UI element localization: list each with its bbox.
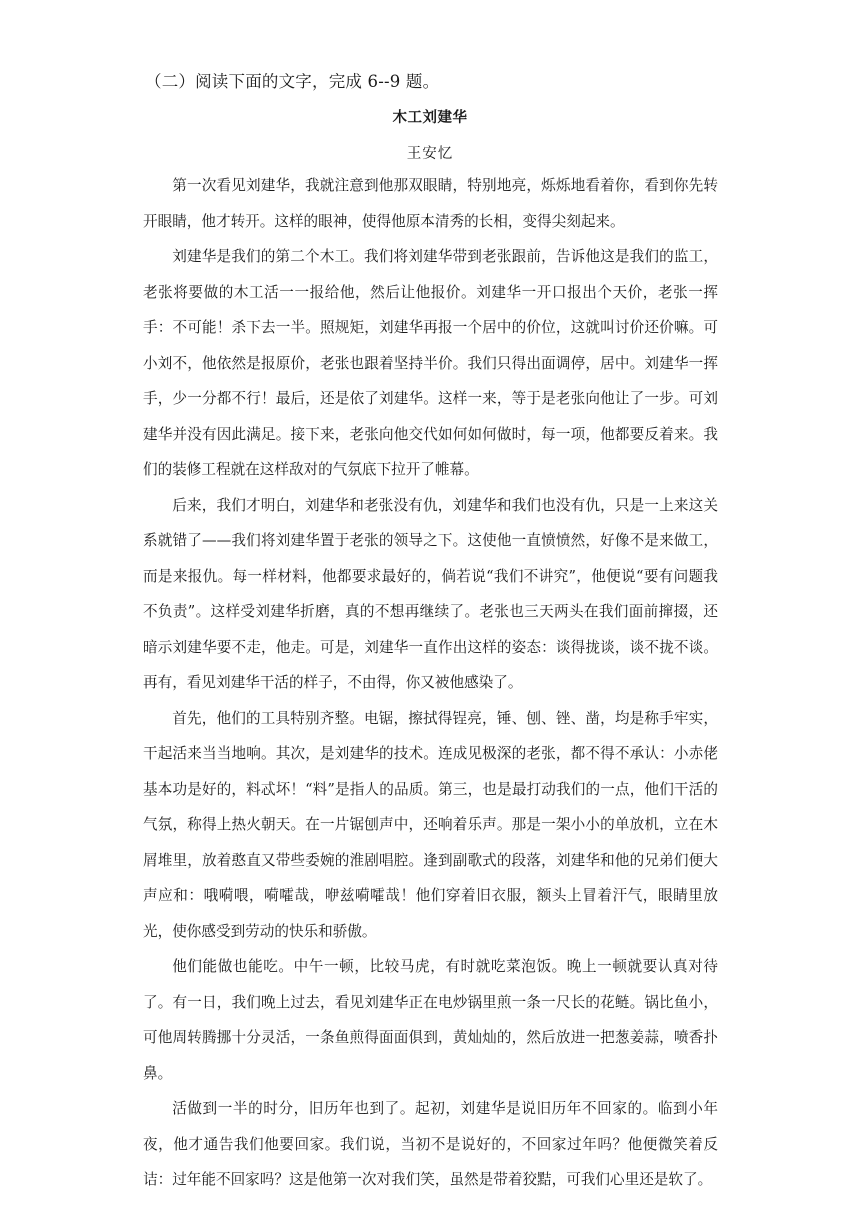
article-author: 王安忆: [406, 146, 454, 162]
section-heading: （二）阅读下面的文字，完成 6--9 题。: [145, 72, 440, 91]
article-title: 木工刘建华: [392, 110, 468, 126]
article-body: [143, 168, 718, 1198]
paragraph: 活做到一半的时分，旧历年也到了。起初，刘建华是说旧历年不回家的。临到小年夜，他才通告我们他要回家。我们说，当初不是说好的，不回家过年吗？他便微笑着反诘：过年能不回家吗？这是他第一次对我们笑，虽然是带着狡黠，可我们心里还是软了。: [143, 1100, 718, 1188]
paragraph: 第一次看见刘建华，我就注意到他那双眼睛，特别地亮，烁烁地看着你，看到你先转开眼睛，他才转开。这样的眼神，使得他原本清秀的长相，变得尖刻起来。: [143, 177, 718, 230]
paragraph: 首先，他们的工具特别齐整。电锯，擦拭得锃亮，锤、刨、锉、凿，均是称手牢实，干起活来当当地响。其次，是刘建华的技术。连成见极深的老张，都不得不承认：小赤佬基本功是好的，料忒坏！“料”是指人的品质。第三，也是最打动我们的一点，他们干活的气氛，称得上热火朝天。在一片锯刨声中，还响着乐声。那是一架小小的单放机，立在木屑堆里，放着憨直又带些委婉的淮剧唱腔。逢到副歌式的段落，刘建华和他的兄弟们便大声应和：哦嗬喂，嗬嚯哉，咿兹嗬嚯哉！他们穿着旧衣服，额头上冒着汗气，眼睛里放光，使你感受到劳动的快乐和骄傲。: [143, 709, 718, 940]
paragraph: 后来，我们才明白，刘建华和老张没有仇，刘建华和我们也没有仇，只是一上来这关系就错了——我们将刘建华置于老张的领导之下。这使他一直愤愤然，好像不是来做工，而是来报仇。每一样材料，他都要求最好的，倘若说“我们不讲究”，他便说“要有问题我不负责”。这样受刘建华折磨，真的不想再继续了。老张也三天两头在我们面前撺掇，还暗示刘建华要不走，他走。可是，刘建华一直作出这样的姿态：谈得拢谈，谈不拢不谈。再有，看见刘建华干活的样子，不由得，你又被他感染了。: [143, 496, 718, 691]
paragraph: 他们能做也能吃。中午一顿，比较马虎，有时就吃菜泡饭。晚上一顿就要认真对待了。有一日，我们晚上过去，看见刘建华正在电炒锅里煎一条一尺长的花鲢。锅比鱼小，可他周转腾挪十分灵活，一条鱼煎得面面俱到，黄灿灿的，然后放进一把葱姜蒜，喷香扑鼻。: [143, 958, 718, 1082]
paragraph: 刘建华是我们的第二个木工。我们将刘建华带到老张跟前，告诉他这是我们的监工，老张将要做的木工活一一报给他，然后让他报价。刘建华一开口报出个天价，老张一挥手：不可能！杀下去一半。照规矩，刘建华再报一个居中的价位，这就叫讨价还价嘛。可小刘不，他依然是报原价，老张也跟着坚持半价。我们只得出面调停，居中。刘建华一挥手，少一分都不行！最后，还是依了刘建华。这样一来，等于是老张向他让了一步。可刘建华并没有因此满足。接下来，老张向他交代如何如何做时，每一项，他都要反着来。我们的装修工程就在这样敌对的气氛底下拉开了帷幕。: [143, 248, 718, 478]
